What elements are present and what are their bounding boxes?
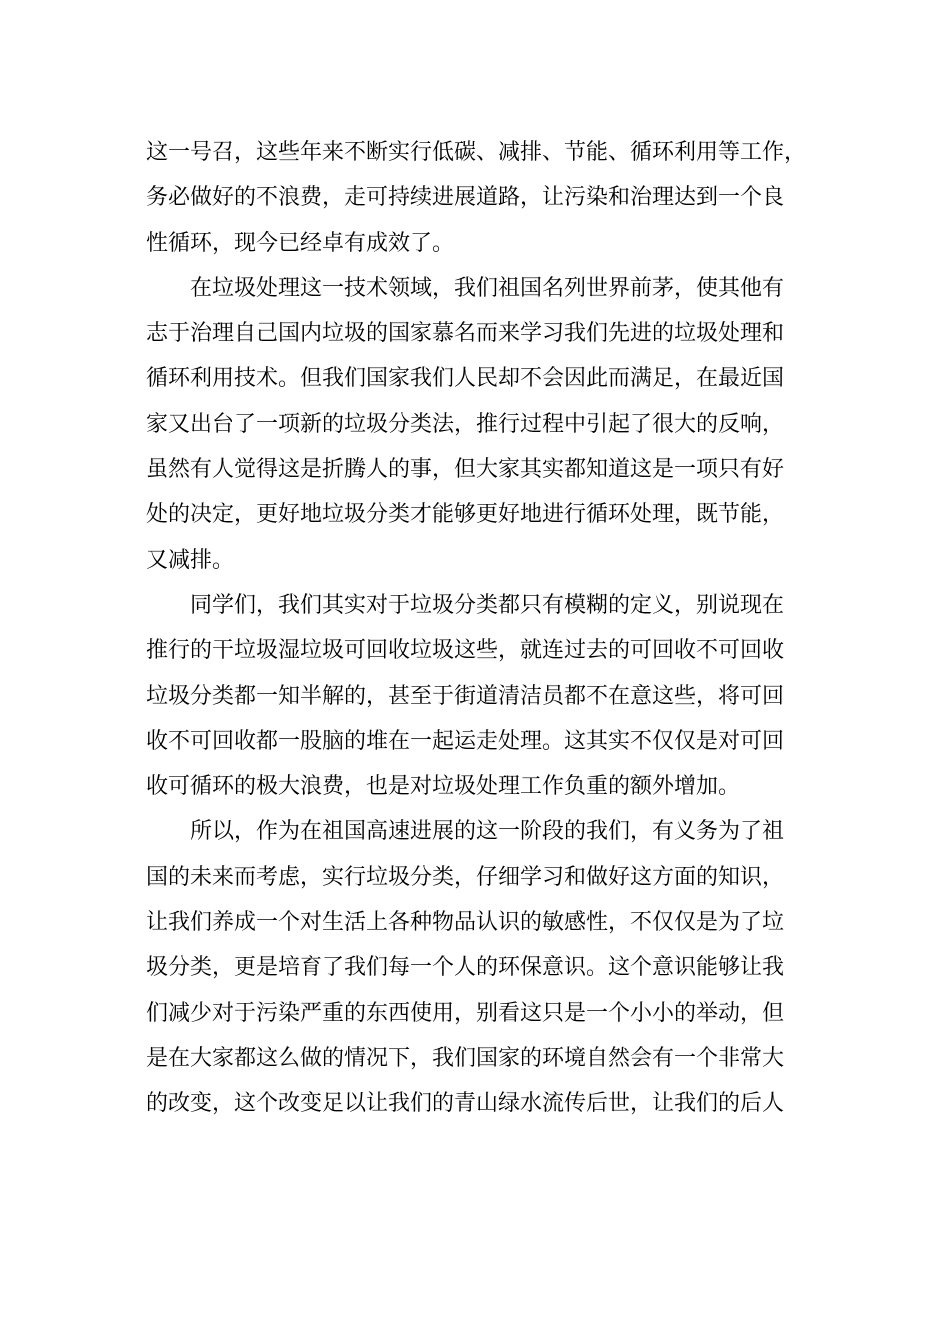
text-line: 垃圾分类都一知半解的，甚至于街道清洁员都不在意这些，将可回 — [146, 683, 785, 709]
text-line: 们减少对于污染严重的东西使用，别看这只是一个小小的举动，但 — [146, 1000, 785, 1026]
text-line: 收可循环的极大浪费，也是对垃圾处理工作负重的额外增加。 — [146, 774, 741, 800]
text-line: 同学们，我们其实对于垃圾分类都只有模糊的定义，别说现在 — [190, 592, 785, 618]
text-line: 国的未来而考虑，实行垃圾分类，仔细学习和做好这方面的知识， — [146, 864, 785, 890]
text-line: 让我们养成一个对生活上各种物品认识的敏感性，不仅仅是为了垃 — [146, 910, 785, 936]
text-line: 圾分类，更是培育了我们每一个人的环保意识。这个意识能够让我 — [146, 955, 785, 981]
text-line: 虽然有人觉得这是折腾人的事，但大家其实都知道这是一项只有好 — [146, 457, 785, 483]
paragraph-1 — [146, 130, 811, 266]
text-line: 这一号召，这些年来不断实行低碳、减排、节能、循环利用等工作， — [146, 140, 807, 165]
paragraph-4 — [146, 809, 811, 1126]
text-line: 是在大家都这么做的情况下，我们国家的环境自然会有一个非常大 — [146, 1045, 785, 1071]
text-line: 处的决定，更好地垃圾分类才能够更好地进行循环处理，既节能， — [146, 502, 785, 528]
document-body — [146, 130, 811, 1127]
text-line: 志于治理自己国内垃圾的国家慕名而来学习我们先进的垃圾处理和 — [146, 321, 785, 347]
text-line: 在垃圾处理这一技术领域，我们祖国名列世界前茅，使其他有 — [190, 275, 785, 301]
paragraph-2 — [146, 266, 811, 583]
paragraph-3 — [146, 583, 811, 809]
text-line: 推行的干垃圾湿垃圾可回收垃圾这些，就连过去的可回收不可回收 — [146, 638, 785, 664]
text-line: 收不可回收都一股脑的堆在一起运走处理。这其实不仅仅是对可回 — [146, 728, 785, 754]
text-line: 务必做好的不浪费，走可持续进展道路，让污染和治理达到一个良 — [146, 185, 785, 211]
text-line: 家又出台了一项新的垃圾分类法，推行过程中引起了很大的反响， — [146, 411, 785, 437]
text-line: 的改变，这个改变足以让我们的青山绿水流传后世，让我们的后人 — [146, 1091, 785, 1117]
text-line: 性循环，现今已经卓有成效了。 — [146, 230, 455, 256]
text-line: 又减排。 — [146, 547, 235, 573]
text-line: 所以，作为在祖国高速进展的这一阶段的我们，有义务为了祖 — [190, 819, 785, 845]
text-line: 循环利用技术。但我们国家我们人民却不会因此而满足，在最近国 — [146, 366, 785, 392]
